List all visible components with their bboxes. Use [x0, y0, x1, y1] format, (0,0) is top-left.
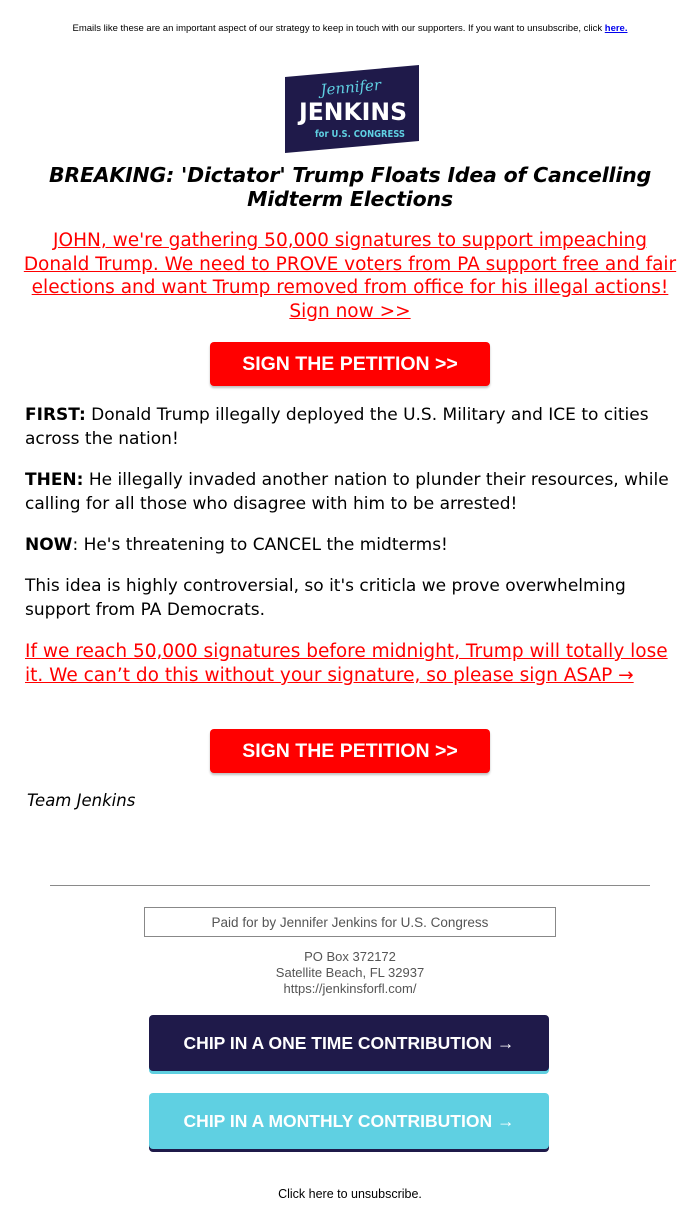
footer-unsubscribe-link[interactable]: Click here to unsubscribe. — [278, 1187, 422, 1201]
mailing-address — [0, 949, 700, 997]
campaign-logo — [285, 65, 419, 153]
cta-bottom-block — [25, 640, 675, 688]
unsubscribe-here-link[interactable]: here. — [604, 23, 628, 34]
paragraph-first-lead: FIRST: — [25, 405, 86, 425]
logo-first-name: Jennifer — [319, 75, 382, 99]
signature: Team Jenkins — [27, 791, 136, 810]
headline: BREAKING: 'Dictator' Trump Floats Idea of Cancelling Midterm Elections — [48, 163, 652, 211]
sign-petition-button-top[interactable]: SIGN THE PETITION >> — [210, 342, 490, 386]
paragraph-controversial-text: This idea is highly controversial, so it's criticla we prove overwhelming support from PA Democrats. — [25, 576, 626, 620]
paragraph-now-text: : He's threatening to CANCEL the midterms! — [72, 535, 448, 555]
paragraph-first-text: Donald Trump illegally deployed the U.S. Military and ICE to cities across the nation! — [25, 405, 649, 449]
unsubscribe-notice-text: Emails like these are an important aspect of our strategy to keep in touch with our supporters. If you want to unsubscribe, click — [72, 23, 605, 34]
paragraph-then — [25, 469, 675, 516]
paragraph-controversial — [25, 575, 675, 622]
address-city: Satellite Beach, FL 32937 — [275, 965, 425, 980]
website-link[interactable]: https://jenkinsforfl.com/ — [283, 981, 417, 996]
paragraph-then-lead: THEN: — [25, 470, 84, 490]
cta-bottom-link[interactable]: If we reach 50,000 signatures before midnight, Trump will totally lose it. We can’t do this without your signature, so please sign ASAP → — [25, 641, 668, 686]
cta-top-block — [22, 229, 678, 323]
campaign-logo-graphic — [285, 65, 419, 153]
paragraph-first — [25, 404, 675, 451]
paid-for-box — [144, 907, 556, 937]
sign-petition-button-bottom[interactable]: SIGN THE PETITION >> — [210, 729, 490, 773]
paragraph-now-lead: NOW — [25, 535, 73, 555]
logo-tagline: for U.S. CONGRESS — [315, 129, 406, 140]
monthly-contribution-button[interactable]: CHIP IN A MONTHLY CONTRIBUTION → — [149, 1093, 549, 1149]
footer-divider — [50, 885, 650, 886]
paragraph-now — [25, 534, 675, 558]
logo-last-name: JENKINS — [297, 98, 407, 126]
one-time-contribution-button[interactable]: CHIP IN A ONE TIME CONTRIBUTION → — [149, 1015, 549, 1071]
paragraph-then-text: He illegally invaded another nation to plunder their resources, while calling for all those who disagree with him to be arrested! — [25, 470, 669, 514]
cta-top-link[interactable]: JOHN, we're gathering 50,000 signatures to support impeaching Donald Trump. We need to PROVE voters from PA support free and fair elections and want Trump removed from office for his illegal actions! Sign now >> — [23, 230, 677, 322]
unsubscribe-notice — [0, 23, 700, 34]
paid-for-text: Paid for by Jennifer Jenkins for U.S. Congress — [211, 914, 489, 930]
address-po-box: PO Box 372172 — [304, 949, 396, 964]
